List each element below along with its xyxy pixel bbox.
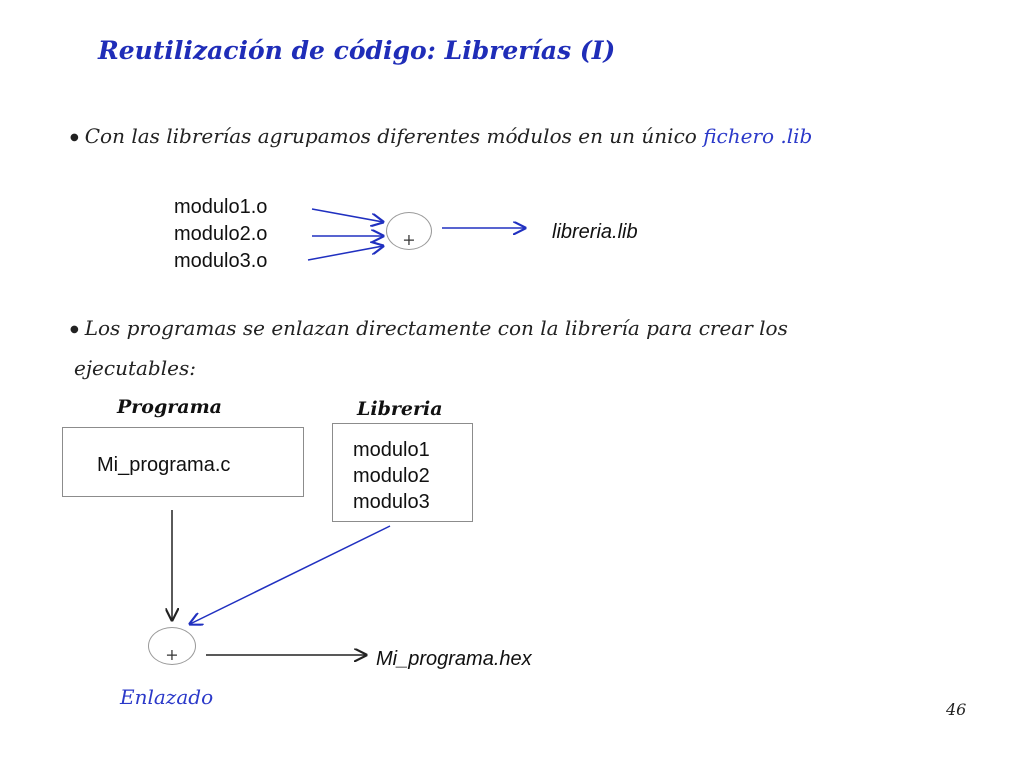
- arrow-module1-to-plus: [312, 209, 383, 222]
- module-1-label: modulo1.o: [174, 196, 268, 218]
- bullet-dot-icon: ●: [70, 132, 79, 143]
- enlazado-label: Enlazado: [120, 685, 214, 709]
- lib-module-2: modulo2: [353, 465, 430, 487]
- arrow-libreria-to-plus: [190, 526, 390, 624]
- page-number: 46: [946, 700, 967, 719]
- plus-icon: +: [165, 645, 179, 664]
- slide-title: Reutilización de código: Librerías (I): [98, 36, 616, 65]
- lib-module-1: modulo1: [353, 439, 430, 461]
- module-2-label: modulo2.o: [174, 223, 268, 245]
- bullet-2-line-1: Los programas se enlazan directamente con la librería para crear los: [84, 316, 788, 340]
- programa-heading: Programa: [117, 396, 222, 418]
- module-3-label: modulo3.o: [174, 250, 268, 272]
- lib-module-3: modulo3: [353, 491, 430, 513]
- bullet-dot-icon: ●: [70, 324, 79, 335]
- hex-output-label: Mi_programa.hex: [376, 648, 532, 670]
- programa-file-label: Mi_programa.c: [97, 454, 231, 476]
- library-output-label: libreria.lib: [552, 221, 638, 243]
- plus-icon: +: [402, 230, 416, 249]
- libreria-heading: Libreria: [357, 398, 443, 420]
- bullet-1-highlight: fichero .lib: [703, 124, 813, 148]
- bullet-2-line-2: ejecutables:: [74, 356, 196, 380]
- bullet-1-text: Con las librerías agrupamos diferentes módulos en un único: [84, 124, 697, 148]
- arrow-module3-to-plus: [308, 246, 383, 260]
